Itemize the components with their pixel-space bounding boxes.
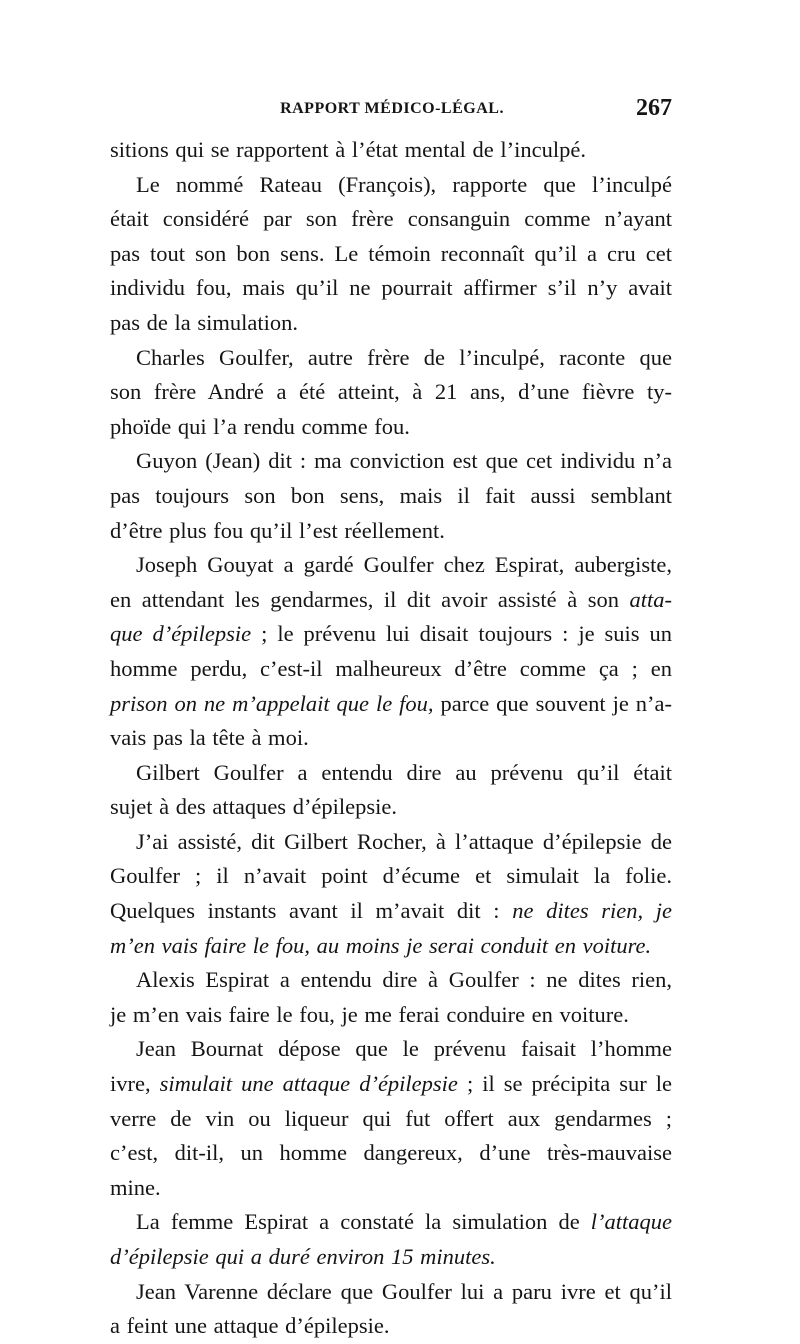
text-line xyxy=(110,1171,672,1206)
text-run: Le nommé Rateau (François), rapporte que l’inculpé xyxy=(136,171,672,197)
text-line xyxy=(110,1136,672,1171)
text-line xyxy=(110,721,672,756)
text-line xyxy=(110,790,672,825)
text-run: Joseph Gouyat a gardé Goulfer chez Espirat, aubergiste, xyxy=(136,552,672,578)
text-run: Alexis Espirat a entendu dire à Goulfer : ne dites rien, xyxy=(136,967,672,993)
text-run: était considéré par son frère consanguin comme n’ayant xyxy=(110,206,672,232)
text-line xyxy=(110,998,672,1033)
text-run: pas tout son bon sens. Le témoin reconnaît qu’il a cru cet xyxy=(110,240,672,266)
italic-text: ne dites rien, je xyxy=(512,898,672,924)
text-line xyxy=(110,444,672,479)
text-line xyxy=(110,894,672,929)
text-line xyxy=(110,237,672,272)
text-run: ; il se précipita sur le xyxy=(457,1071,673,1097)
text-run: individu fou, mais qu’il ne pourrait affirmer s’il n’y avait xyxy=(110,275,672,301)
text-run: Goulfer ; il n’avait point d’écume et simulait la folie. xyxy=(110,863,672,889)
text-line xyxy=(110,202,672,237)
text-run: pas de la simulation. xyxy=(110,309,298,335)
text-line xyxy=(110,859,672,894)
italic-text: d’épilepsie qui a duré environ 15 minutes. xyxy=(110,1244,496,1269)
text-line xyxy=(110,341,672,376)
body-text xyxy=(110,133,672,1344)
text-line xyxy=(110,410,672,445)
text-run: Gilbert Goulfer a entendu dire au prévenu qu’il était xyxy=(136,759,672,785)
text-run: mine. xyxy=(110,1174,161,1200)
text-line xyxy=(110,133,672,168)
text-run: d’être plus fou qu’il l’est réellement. xyxy=(110,517,445,543)
text-line xyxy=(110,375,672,410)
text-line xyxy=(110,583,672,618)
italic-text: m’en vais faire le fou, au moins je serai conduit en voiture. xyxy=(110,932,652,958)
text-line xyxy=(110,479,672,514)
text-run: en attendant les gendarmes, il dit avoir assisté à son xyxy=(110,586,630,612)
text-run: parce que souvent je n’a- xyxy=(433,690,672,716)
text-line xyxy=(110,1067,672,1102)
text-line xyxy=(110,514,672,549)
italic-text: que d’épilepsie xyxy=(110,621,252,647)
italic-text: simulait une attaque d’épilepsie xyxy=(159,1071,458,1097)
text-run: sujet à des attaques d’épilepsie. xyxy=(110,794,398,820)
text-line xyxy=(110,168,672,203)
text-run: ivre, xyxy=(110,1071,160,1097)
text-line xyxy=(110,652,672,687)
italic-text: atta- xyxy=(629,586,672,612)
text-run: vais pas la tête à moi. xyxy=(110,725,309,751)
text-run: ; le prévenu lui disait toujours : je suis un xyxy=(251,621,672,647)
text-line xyxy=(110,1309,672,1344)
text-run: je m’en vais faire le fou, je me ferai conduire en voiture. xyxy=(110,1001,629,1027)
text-run: Jean Varenne déclare que Goulfer lui a paru ivre et qu’il xyxy=(136,1278,672,1304)
text-run: Quelques instants avant il m’avait dit : xyxy=(110,898,513,924)
italic-text: l’attaque xyxy=(590,1209,672,1235)
text-run: phoïde qui l’a rendu comme fou. xyxy=(110,413,410,439)
text-run: Jean Bournat dépose que le prévenu faisait l’homme xyxy=(136,1036,672,1062)
text-run: homme perdu, c’est-il malheureux d’être comme ça ; en xyxy=(110,655,672,681)
text-line xyxy=(110,306,672,341)
text-line xyxy=(110,756,672,791)
text-run: Charles Goulfer, autre frère de l’inculpé, raconte que xyxy=(136,344,672,370)
text-line xyxy=(110,1240,672,1275)
text-run: pas toujours son bon sens, mais il fait aussi semblant xyxy=(110,482,672,508)
text-run: a feint une attaque d’épilepsie. xyxy=(110,1313,390,1339)
italic-text: prison on ne m’appelait que le fou, xyxy=(110,690,434,716)
text-run: c’est, dit-il, un homme dangereux, d’une très-mauvaise xyxy=(110,1140,672,1166)
text-line xyxy=(110,1102,672,1137)
text-run: La femme Espirat a constaté la simulation de xyxy=(136,1209,591,1235)
page-number: 267 xyxy=(636,95,672,121)
text-line xyxy=(110,271,672,306)
text-run: Guyon (Jean) dit : ma conviction est que cet individu n’a xyxy=(136,448,672,474)
text-run: son frère André a été atteint, à 21 ans, d’une fièvre ty- xyxy=(110,379,672,405)
text-run: verre de vin ou liqueur qui fut offert aux gendarmes ; xyxy=(110,1105,672,1131)
text-line xyxy=(110,548,672,583)
text-line xyxy=(110,963,672,998)
text-line xyxy=(110,1032,672,1067)
text-line xyxy=(110,1275,672,1310)
text-line xyxy=(110,929,672,964)
text-line xyxy=(110,687,672,722)
text-line xyxy=(110,825,672,860)
text-line xyxy=(110,617,672,652)
running-title: RAPPORT MÉDICO-LÉGAL. xyxy=(280,100,504,117)
text-line xyxy=(110,1205,672,1240)
running-head xyxy=(112,95,672,130)
text-run: sitions qui se rapportent à l’état mental de l’inculpé. xyxy=(110,137,586,162)
text-run: J’ai assisté, dit Gilbert Rocher, à l’attaque d’épilepsie de xyxy=(136,828,672,854)
